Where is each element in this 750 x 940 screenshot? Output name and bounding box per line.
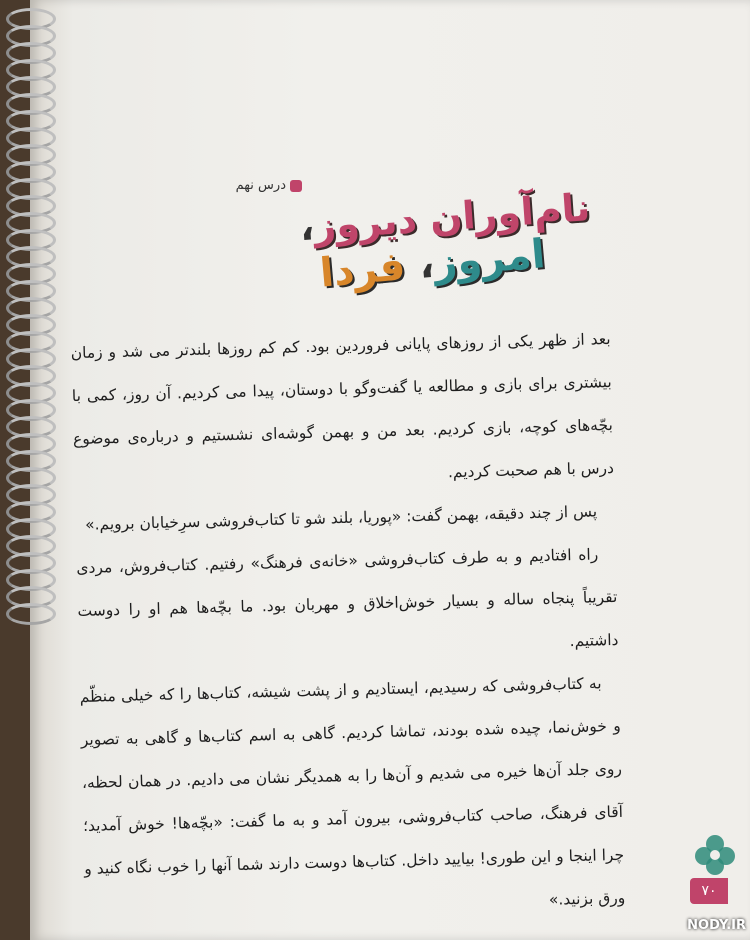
title-part1: نام‌آوران (428, 185, 592, 241)
flower-icon (290, 180, 302, 192)
paragraph-1: بعد از ظهر یکی از روزهای پایانی فروردین بود. کم کم روزها بلندتر می شد و زمان بیشتری برای بازی و مطالعه یا گفت‌وگو با دوستان، پیدا می کردیم. آن روز، کمی با بچّه‌های کوچه، بازی کردیم. بعد من و بهمن گوشه‌ای نشستیم و درباره‌ی موضوع درس با هم صحبت کردیم. (70, 329, 615, 482)
lesson-body (70, 318, 626, 934)
lesson-label-text: درس نهم (235, 178, 286, 193)
title-part2: دیروز (312, 197, 419, 249)
title-part4: فردا (318, 243, 408, 297)
lesson-label (212, 178, 302, 193)
title-part3: امروز (432, 231, 548, 287)
flower-decoration-icon (690, 830, 740, 880)
title-sep1: ، (298, 204, 316, 250)
paragraph-4: به کتاب‌فروشی که رسیدیم، ایستادیم و از پشت شیشه، کتاب‌ها را که خیلی منظّم و خوش‌نما، چیده شده بودند، تماشا کردیم. گاهی به اسم کتاب‌ها و گاهی به تصویر روی جلد آن‌ها خیره می شدیم و آن‌ها را به همدیگر نشان می دادیم. در همان لحظه، آقای فرهنگ، صاحب کتاب‌فروشی، بیرون آمد و به ما گفت: «بچّه‌ها! خوش آمدید؛ چرا اینجا و این طوری! بیایید داخل. کتاب‌ها دوست دارند شما آنها را خوب نگاه کنید و ورق بزنید.» (79, 674, 626, 909)
spiral-binding (0, 0, 60, 940)
title-sep2: ، (417, 240, 437, 288)
watermark: NODY.IR (687, 918, 746, 933)
paragraph-2: پس از چند دقیقه، بهمن گفت: «پوریا، بلند شو تا کتاب‌فروشی سرِخیابان برویم.» (84, 502, 598, 534)
page-number: ۷۰ (690, 878, 728, 904)
spiral-ring (6, 603, 56, 625)
paragraph-3: راه افتادیم و به طرف کتاب‌فروشی «خانه‌ی فرهنگ» رفتیم. کتاب‌فروش، مردی تقریباً پنجاه ساله و بسیار خوش‌اخلاق و مهربان بود. ما بچّه‌ها هم او را دوست داشتیم. (76, 545, 619, 651)
